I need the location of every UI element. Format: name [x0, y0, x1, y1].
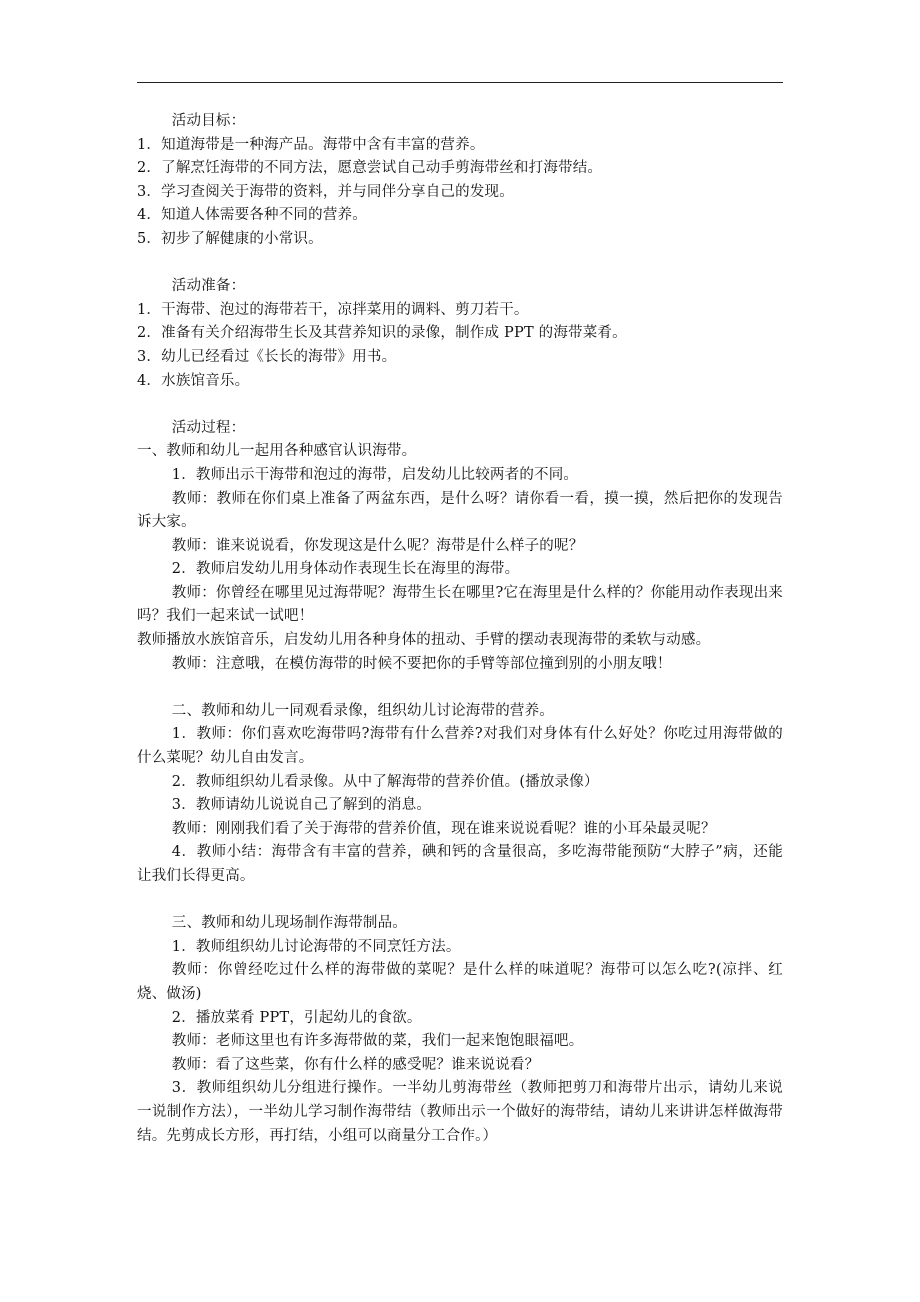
- process-paragraph: 教师：教师在你们桌上准备了两盆东西，是什么呀？请你看一看，摸一摸，然后把你的发现告诉大家。: [137, 490, 783, 531]
- section-gap: [137, 393, 783, 417]
- process-step-title: 二、教师和幼儿一同观看录像，组织幼儿讨论海带的营养。: [171, 702, 554, 719]
- process-step-title: 一、教师和幼儿一起用各种感官认识海带。: [137, 443, 417, 460]
- process-paragraph: 2．教师组织幼儿看录像。从中了解海带的营养价值。(播放录像）: [171, 773, 599, 790]
- process-paragraph: 教师：看了这些菜，你有什么样的感受呢？谁来说说看？: [171, 1056, 540, 1073]
- document-body: [137, 110, 783, 1148]
- process-paragraph: 教师：老师这里也有许多海带做的菜，我们一起来饱饱眼福吧。: [171, 1033, 584, 1050]
- section-gap: [137, 252, 783, 276]
- prep-item: 4．水族馆音乐。: [137, 372, 250, 389]
- goal-item: 2．了解烹饪海带的不同方法，愿意尝试自己动手剪海带丝和打海带结。: [137, 160, 603, 177]
- process-paragraph: 教师：你曾经在哪里见过海带呢？海带生长在哪里?它在海里是什么样的？你能用动作表现出来吗？我们一起来试一试吧！: [137, 584, 783, 625]
- prep-item: 1．干海带、泡过的海带若干，凉拌菜用的调料、剪刀若干。: [137, 301, 529, 318]
- process-paragraph: 教师播放水族馆音乐，启发幼儿用各种身体的扭动、手臂的摆动表现海带的柔软与动感。: [137, 632, 711, 649]
- goal-item: 3．学习查阅关于海带的资料，并与同伴分享自己的发现。: [137, 183, 514, 200]
- process-paragraph: 1．教师：你们喜欢吃海带吗?海带有什么营养?对我们对身体有什么好处？你吃过用海带做的什么菜呢？幼儿自由发言。: [137, 726, 783, 767]
- goal-item: 5．初步了解健康的小常识。: [137, 230, 323, 247]
- process-paragraph: 3．教师请幼儿说说自己了解到的消息。: [171, 797, 432, 814]
- goal-item: 4．知道人体需要各种不同的营养。: [137, 207, 367, 224]
- section-gap: [137, 889, 783, 913]
- process-paragraph: 4．教师小结：海带含有丰富的营养，碘和钙的含量很高，多吃海带能预防“大脖子”病，还能让我们长得更高。: [137, 844, 783, 884]
- goal-item: 1．知道海带是一种海产品。海带中含有丰富的营养。: [137, 136, 485, 153]
- prep-item: 2．准备有关介绍海带生长及其营养知识的录像，制作成 PPT 的海带菜肴。: [137, 325, 627, 342]
- process-paragraph: 教师：你曾经吃过什么样的海带做的菜呢？是什么样的味道呢？海带可以怎么吃?(凉拌、红烧、做汤): [137, 962, 783, 1002]
- process-paragraph: 教师：注意哦，在模仿海带的时候不要把你的手臂等部位撞到别的小朋友哦！: [171, 655, 672, 672]
- section-gap: [137, 676, 783, 700]
- process-paragraph: 1．教师出示干海带和泡过的海带，启发幼儿比较两者的不同。: [171, 466, 579, 483]
- process-paragraph: 教师：谁来说说看，你发现这是什么呢？海带是什么样子的呢？: [171, 537, 584, 554]
- header-rule: [137, 82, 783, 83]
- process-paragraph: 3．教师组织幼儿分组进行操作。一半幼儿剪海带丝（教师把剪刀和海带片出示，请幼儿来说一说制作方法），一半幼儿学习制作海带结（教师出示一个做好的海带结，请幼儿来讲讲怎样做海带结。先剪成长方形，再打结，小组可以商量分工合作。）: [137, 1080, 783, 1144]
- process-paragraph: 2．播放菜肴 PPT，引起幼儿的食欲。: [171, 1009, 422, 1026]
- process-heading: 活动过程：: [171, 419, 246, 436]
- process-paragraph: 2．教师启发幼儿用身体动作表现生长在海里的海带。: [171, 561, 520, 578]
- prep-heading: 活动准备：: [171, 278, 246, 295]
- prep-item: 3．幼儿已经看过《长长的海带》用书。: [137, 348, 397, 365]
- goals-heading: 活动目标：: [171, 113, 246, 129]
- process-paragraph: 1．教师组织幼儿讨论海带的不同烹饪方法。: [171, 938, 461, 955]
- process-paragraph: 教师：刚刚我们看了关于海带的营养价值，现在谁来说说看呢？谁的小耳朵最灵呢？: [171, 820, 716, 837]
- process-step-title: 三、教师和幼儿现场制作海带制品。: [171, 915, 407, 932]
